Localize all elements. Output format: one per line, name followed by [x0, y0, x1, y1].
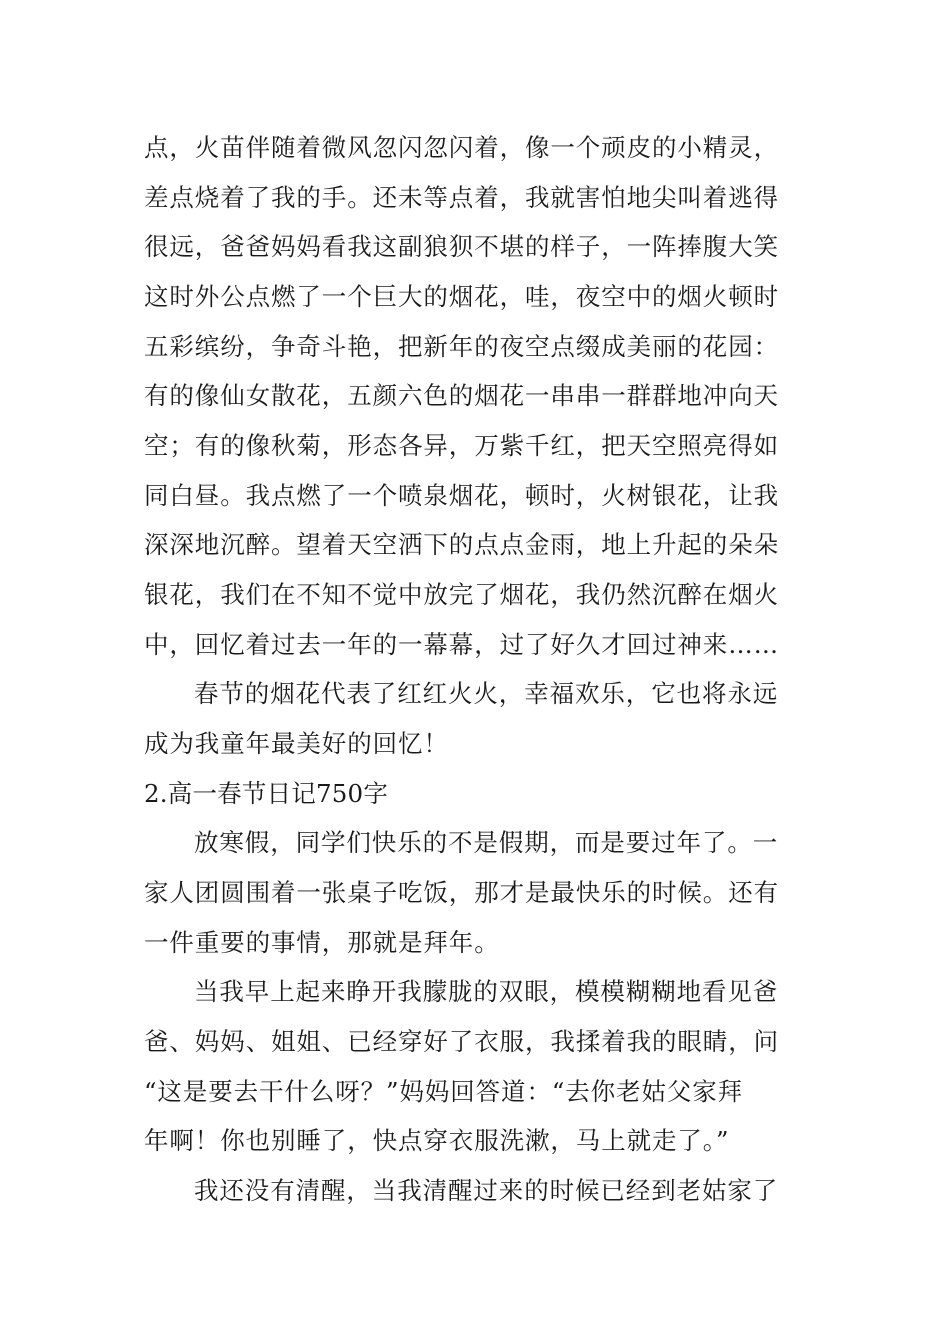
body-text-line: 有的像仙女散花，五颜六色的烟花一串串一群群地冲向天 — [144, 381, 779, 410]
body-text-line: 这时外公点燃了一个巨大的烟花，哇，夜空中的烟火顿时 — [144, 282, 779, 311]
body-text-line: 很远，爸爸妈妈看我这副狼狈不堪的样子，一阵捧腹大笑 — [144, 232, 779, 261]
body-text-line: 差点烧着了我的手。还未等点着，我就害怕地尖叫着逃得 — [144, 183, 779, 212]
body-text-line: 中，回忆着过去一年的一幕幕，过了好久才回过神来…… — [144, 630, 779, 659]
section-heading: 2.高一春节日记750字 — [144, 779, 389, 808]
body-text-line: 春节的烟花代表了红红火火，幸福欢乐，它也将永远 — [194, 679, 779, 708]
body-text-line: 深深地沉醉。望着天空洒下的点点金雨，地上升起的朵朵 — [144, 530, 779, 559]
body-text-line: 一件重要的事情，那就是拜年。 — [144, 928, 500, 957]
body-text-line: “这是要去干什么呀？”妈妈回答道：“去你老姑父家拜 — [144, 1077, 744, 1106]
body-text-line: 年啊！你也别睡了，快点穿衣服洗漱，马上就走了。” — [144, 1126, 730, 1155]
body-text-line: 成为我童年最美好的回忆！ — [144, 729, 449, 758]
body-text-line: 空；有的像秋菊，形态各异，万紫千红，把天空照亮得如 — [144, 431, 779, 460]
body-text-line: 我还没有清醒，当我清醒过来的时候已经到老姑家了 — [194, 1176, 779, 1205]
body-text-line: 五彩缤纷，争奇斗艳，把新年的夜空点缀成美丽的花园： — [144, 332, 779, 361]
body-text-line: 家人团圆围着一张桌子吃饭，那才是最快乐的时候。还有 — [144, 878, 779, 907]
body-text-line: 放寒假，同学们快乐的不是假期，而是要过年了。一 — [194, 828, 779, 857]
body-text-line: 银花，我们在不知不觉中放完了烟花，我仍然沉醉在烟火 — [144, 580, 779, 609]
body-text-line: 同白昼。我点燃了一个喷泉烟花，顿时，火树银花，让我 — [144, 481, 779, 510]
body-text-line: 点，火苗伴随着微风忽闪忽闪着，像一个顽皮的小精灵， — [144, 133, 779, 162]
body-text-line: 爸、妈妈、姐姐、已经穿好了衣服，我揉着我的眼睛，问 — [144, 1027, 779, 1056]
body-text-line: 当我早上起来睁开我朦胧的双眼，模模糊糊地看见爸 — [194, 977, 779, 1006]
